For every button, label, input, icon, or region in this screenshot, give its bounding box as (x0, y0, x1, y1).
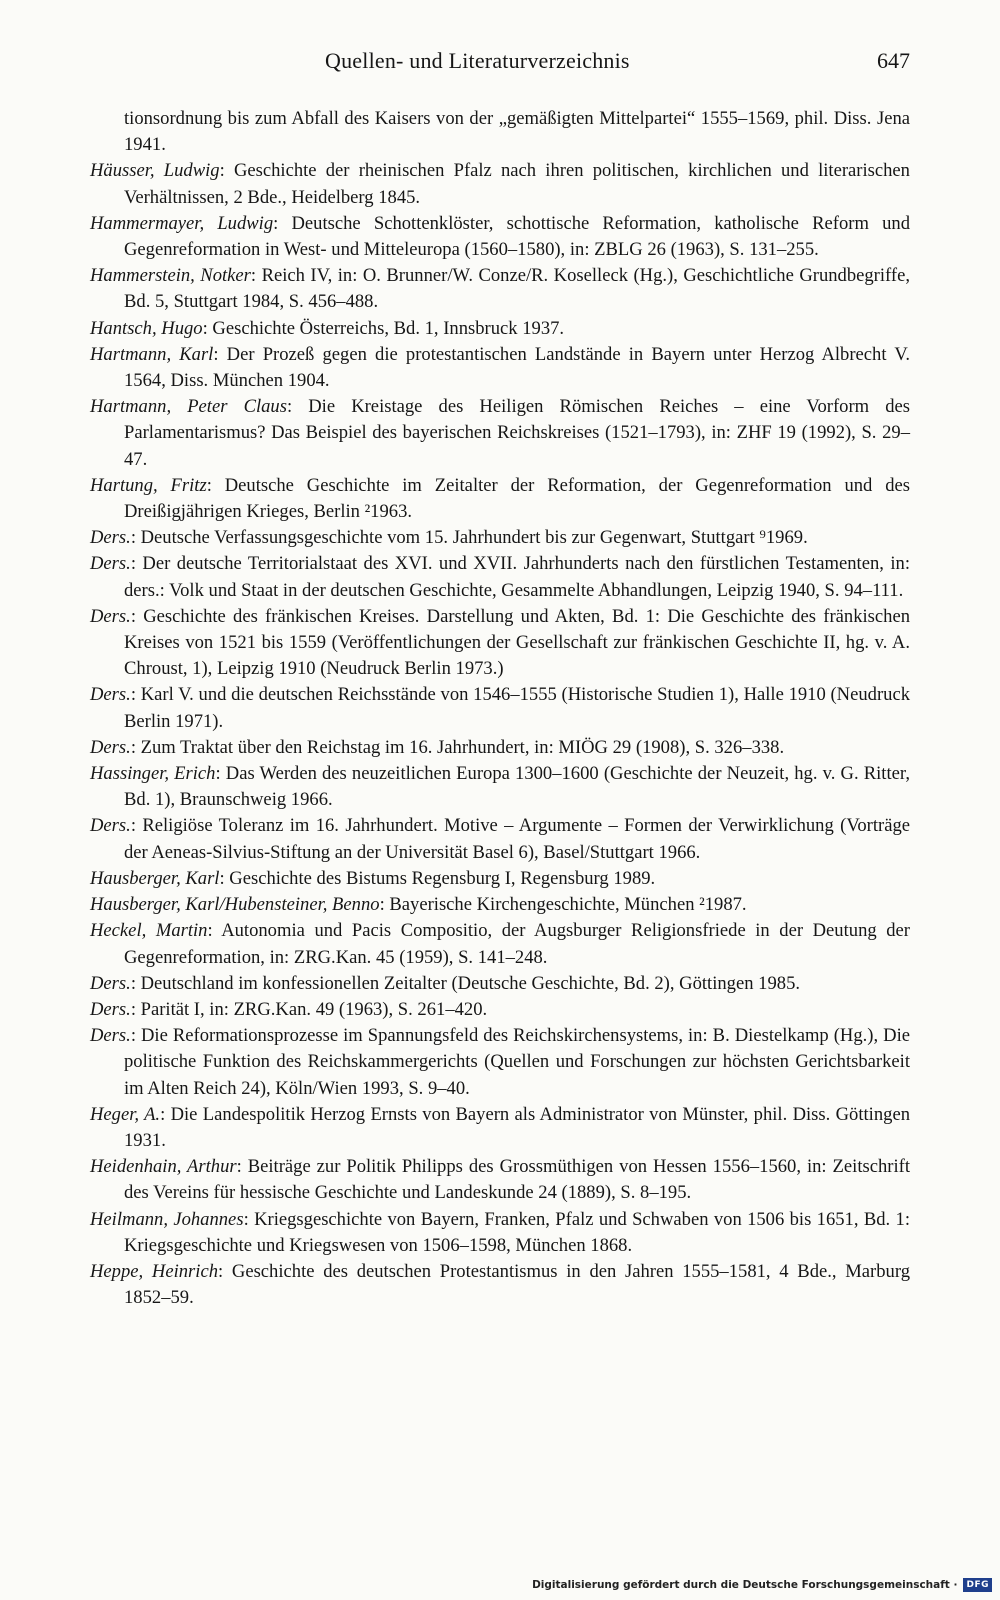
entry-text: : Karl V. und die deutschen Reichsstände von 1546–1555 (Historische Studien 1), Halle 1910 (Neudruck Berlin 1971). (124, 684, 910, 732)
entry-author: Heppe, Heinrich (90, 1260, 218, 1282)
dfg-logo: DFG (963, 1578, 992, 1592)
entry-author: Hausberger, Karl (90, 867, 220, 889)
entry-text: : Beiträge zur Politik Philipps des Grossmüthigen von Hessen 1556–1560, in: Zeitschrift des Vereins für hessische Geschichte und Landeskunde 24 (1889), S. 8–195. (124, 1156, 910, 1204)
entry-text: : Der deutsche Territorialstaat des XVI. und XVII. Jahrhunderts nach den fürstlichen Testamenten, in: ders.: Volk und Staat in der deutschen Geschichte, Gesammelte Abhandlungen, Leipzig 1940, S. 94–111. (124, 553, 910, 601)
entry-text: : Die Kreistage des Heiligen Römischen Reiches – eine Vorform des Parlamentarismus? Das Beispiel des bayerischen Reichskreises (1521–1793), in: ZHF 19 (1992), S. 29–47. (124, 396, 910, 470)
bibliography-entry (90, 918, 910, 970)
entry-text: : Der Prozeß gegen die protestantischen Landstände in Bayern unter Herzog Albrecht V. 1564, Diss. München 1904. (124, 343, 910, 392)
bibliography-entry (90, 997, 910, 1023)
bibliography-entry (90, 604, 910, 683)
entry-author: Hausberger, Karl/Hubensteiner, Benno (90, 894, 380, 916)
bibliography-list (90, 106, 910, 1311)
entry-text: : Bayerische Kirchengeschichte, München ²1987. (379, 894, 747, 916)
entry-text: : Zum Traktat über den Reichstag im 16. Jahrhundert, in: MIÖG 29 (1908), S. 326–338. (130, 736, 785, 758)
bibliography-entry (90, 813, 910, 865)
bibliography-entry (90, 735, 910, 761)
bibliography-entry (90, 971, 910, 997)
entry-text: : Parität I, in: ZRG.Kan. 49 (1963), S. 261–420. (130, 998, 488, 1020)
entry-text: tionsordnung bis zum Abfall des Kaisers von der „gemäßigten Mittelpartei“ 1555–1569, phil. Diss. Jena 1941. (124, 108, 910, 156)
bibliography-entry (90, 394, 910, 473)
entry-author: Ders. (90, 972, 131, 994)
entry-author: Ders. (90, 815, 131, 837)
page-number: 647 (877, 48, 910, 73)
entry-author: Ders. (90, 684, 131, 706)
entry-text: : Reich IV, in: O. Brunner/W. Conze/R. Koselleck (Hg.), Geschichtliche Grundbegriffe, Bd. 5, Stuttgart 1984, S. 456–488. (124, 265, 910, 313)
entry-author: Hartmann, Karl (90, 343, 214, 365)
bibliography-entry (90, 1102, 910, 1154)
entry-text: : Geschichte des Bistums Regensburg I, Regensburg 1989. (219, 867, 656, 889)
entry-text: : Geschichte des deutschen Protestantismus in den Jahren 1555–1581, 4 Bde., Marburg 1852–59. (124, 1260, 910, 1309)
entry-text: : Geschichte Österreichs, Bd. 1, Innsbruck 1937. (202, 317, 565, 339)
entry-text: : Deutsche Verfassungsgeschichte vom 15. Jahrhundert bis zur Gegenwart, Stuttgart ⁹1969. (130, 527, 808, 549)
entry-author: Heidenhain, Arthur (90, 1156, 237, 1178)
entry-text: : Kriegsgeschichte von Bayern, Franken, Pfalz und Schwaben von 1506 bis 1651, Bd. 1: Kriegsgeschichte und Kriegswesen von 1506–1598, München 1868. (124, 1208, 910, 1256)
entry-text: : Deutschland im konfessionellen Zeitalter (Deutsche Geschichte, Bd. 2), Göttingen 1985. (130, 972, 801, 994)
bibliography-entry (90, 682, 910, 734)
entry-text: : Religiöse Toleranz im 16. Jahrhundert. Motive – Argumente – Formen der Verwirklichung (Vorträge der Aeneas-Silvius-Stiftung an der Universität Basel 6), Basel/Stuttgart 1966. (124, 815, 910, 863)
bibliography-entry (90, 106, 910, 158)
bibliography-entry (90, 761, 910, 813)
bibliography-entry (90, 342, 910, 394)
bibliography-entry (90, 1207, 910, 1259)
entry-author: Ders. (90, 527, 131, 549)
digitization-footer (532, 1576, 992, 1594)
entry-text: : Deutsche Geschichte im Zeitalter der Reformation, der Gegenreformation und des Dreißigjährigen Krieges, Berlin ²1963. (124, 474, 910, 523)
entry-author: Heilmann, Johannes (90, 1208, 244, 1230)
entry-author: Hassinger, Erich (90, 763, 216, 785)
entry-text: : Autonomia und Pacis Compositio, der Augsburger Religionsfriede in der Deutung der Gegenreformation, in: ZRG.Kan. 45 (1959), S. 141–248. (124, 920, 910, 968)
entry-text: : Geschichte der rheinischen Pfalz nach ihren politischen, kirchlichen und literarischen Verhältnissen, 2 Bde., Heidelberg 1845. (124, 160, 910, 208)
entry-author: Hantsch, Hugo (90, 317, 203, 339)
entry-author: Hartung, Fritz (90, 474, 207, 496)
bibliography-entry (90, 1023, 910, 1102)
entry-author: Häusser, Ludwig (90, 160, 220, 182)
entry-author: Heckel, Martin (90, 920, 208, 942)
entry-text: : Deutsche Schottenklöster, schottische Reformation, katholische Reform und Gegenreformation in West- und Mitteleuropa (1560–1580), in: ZBLG 26 (1963), S. 131–255. (124, 212, 911, 261)
bibliography-entry (90, 263, 910, 315)
entry-text: : Geschichte des fränkischen Kreises. Darstellung und Akten, Bd. 1: Die Geschichte des fränkischen Kreises von 1521 bis 1559 (Veröffentlichungen der Gesellschaft zur fränkischen Geschichte II, hg. v. A. Chroust, 1), Leipzig 1910 (Neudruck Berlin 1973.) (124, 605, 910, 680)
entry-author: Ders. (90, 1025, 131, 1047)
bibliography-entry (90, 316, 910, 342)
page-header (90, 48, 910, 82)
bibliography-entry (90, 525, 910, 551)
bibliography-entry (90, 1259, 910, 1311)
entry-author: Ders. (90, 553, 131, 575)
bibliography-entry (90, 866, 910, 892)
entry-author: Hammermayer, Ludwig (90, 212, 274, 234)
entry-author: Ders. (90, 998, 131, 1020)
bibliography-entry (90, 158, 910, 210)
entry-text: : Die Reformationsprozesse im Spannungsfeld des Reichskirchensystems, in: B. Diestelkamp (Hg.), Die politische Funktion des Reichskammergerichts (Quellen und Forschungen zur höchsten Gerichtsbarkeit im Alten Reich 24), Köln/Wien 1993, S. 9–40. (124, 1025, 910, 1099)
entry-author: Ders. (90, 605, 131, 627)
entry-author: Heger, A. (90, 1103, 161, 1125)
bibliography-entry (90, 892, 910, 918)
bibliography-entry (90, 1154, 910, 1206)
entry-author: Hartmann, Peter Claus (90, 396, 287, 418)
bibliography-entry (90, 211, 910, 263)
entry-author: Hammerstein, Notker (90, 265, 251, 287)
entry-text: : Die Landespolitik Herzog Ernsts von Bayern als Administrator von Münster, phil. Diss. Göttingen 1931. (124, 1103, 910, 1151)
bibliography-entry (90, 473, 910, 525)
footer-credit: Digitalisierung gefördert durch die Deutsche Forschungsgemeinschaft · (532, 1579, 958, 1591)
entry-text: : Das Werden des neuzeitlichen Europa 1300–1600 (Geschichte der Neuzeit, hg. v. G. Ritter, Bd. 1), Braunschweig 1966. (124, 763, 910, 811)
running-title: Quellen- und Literaturverzeichnis (325, 48, 630, 73)
entry-author: Ders. (90, 736, 131, 758)
bibliography-entry (90, 551, 910, 603)
